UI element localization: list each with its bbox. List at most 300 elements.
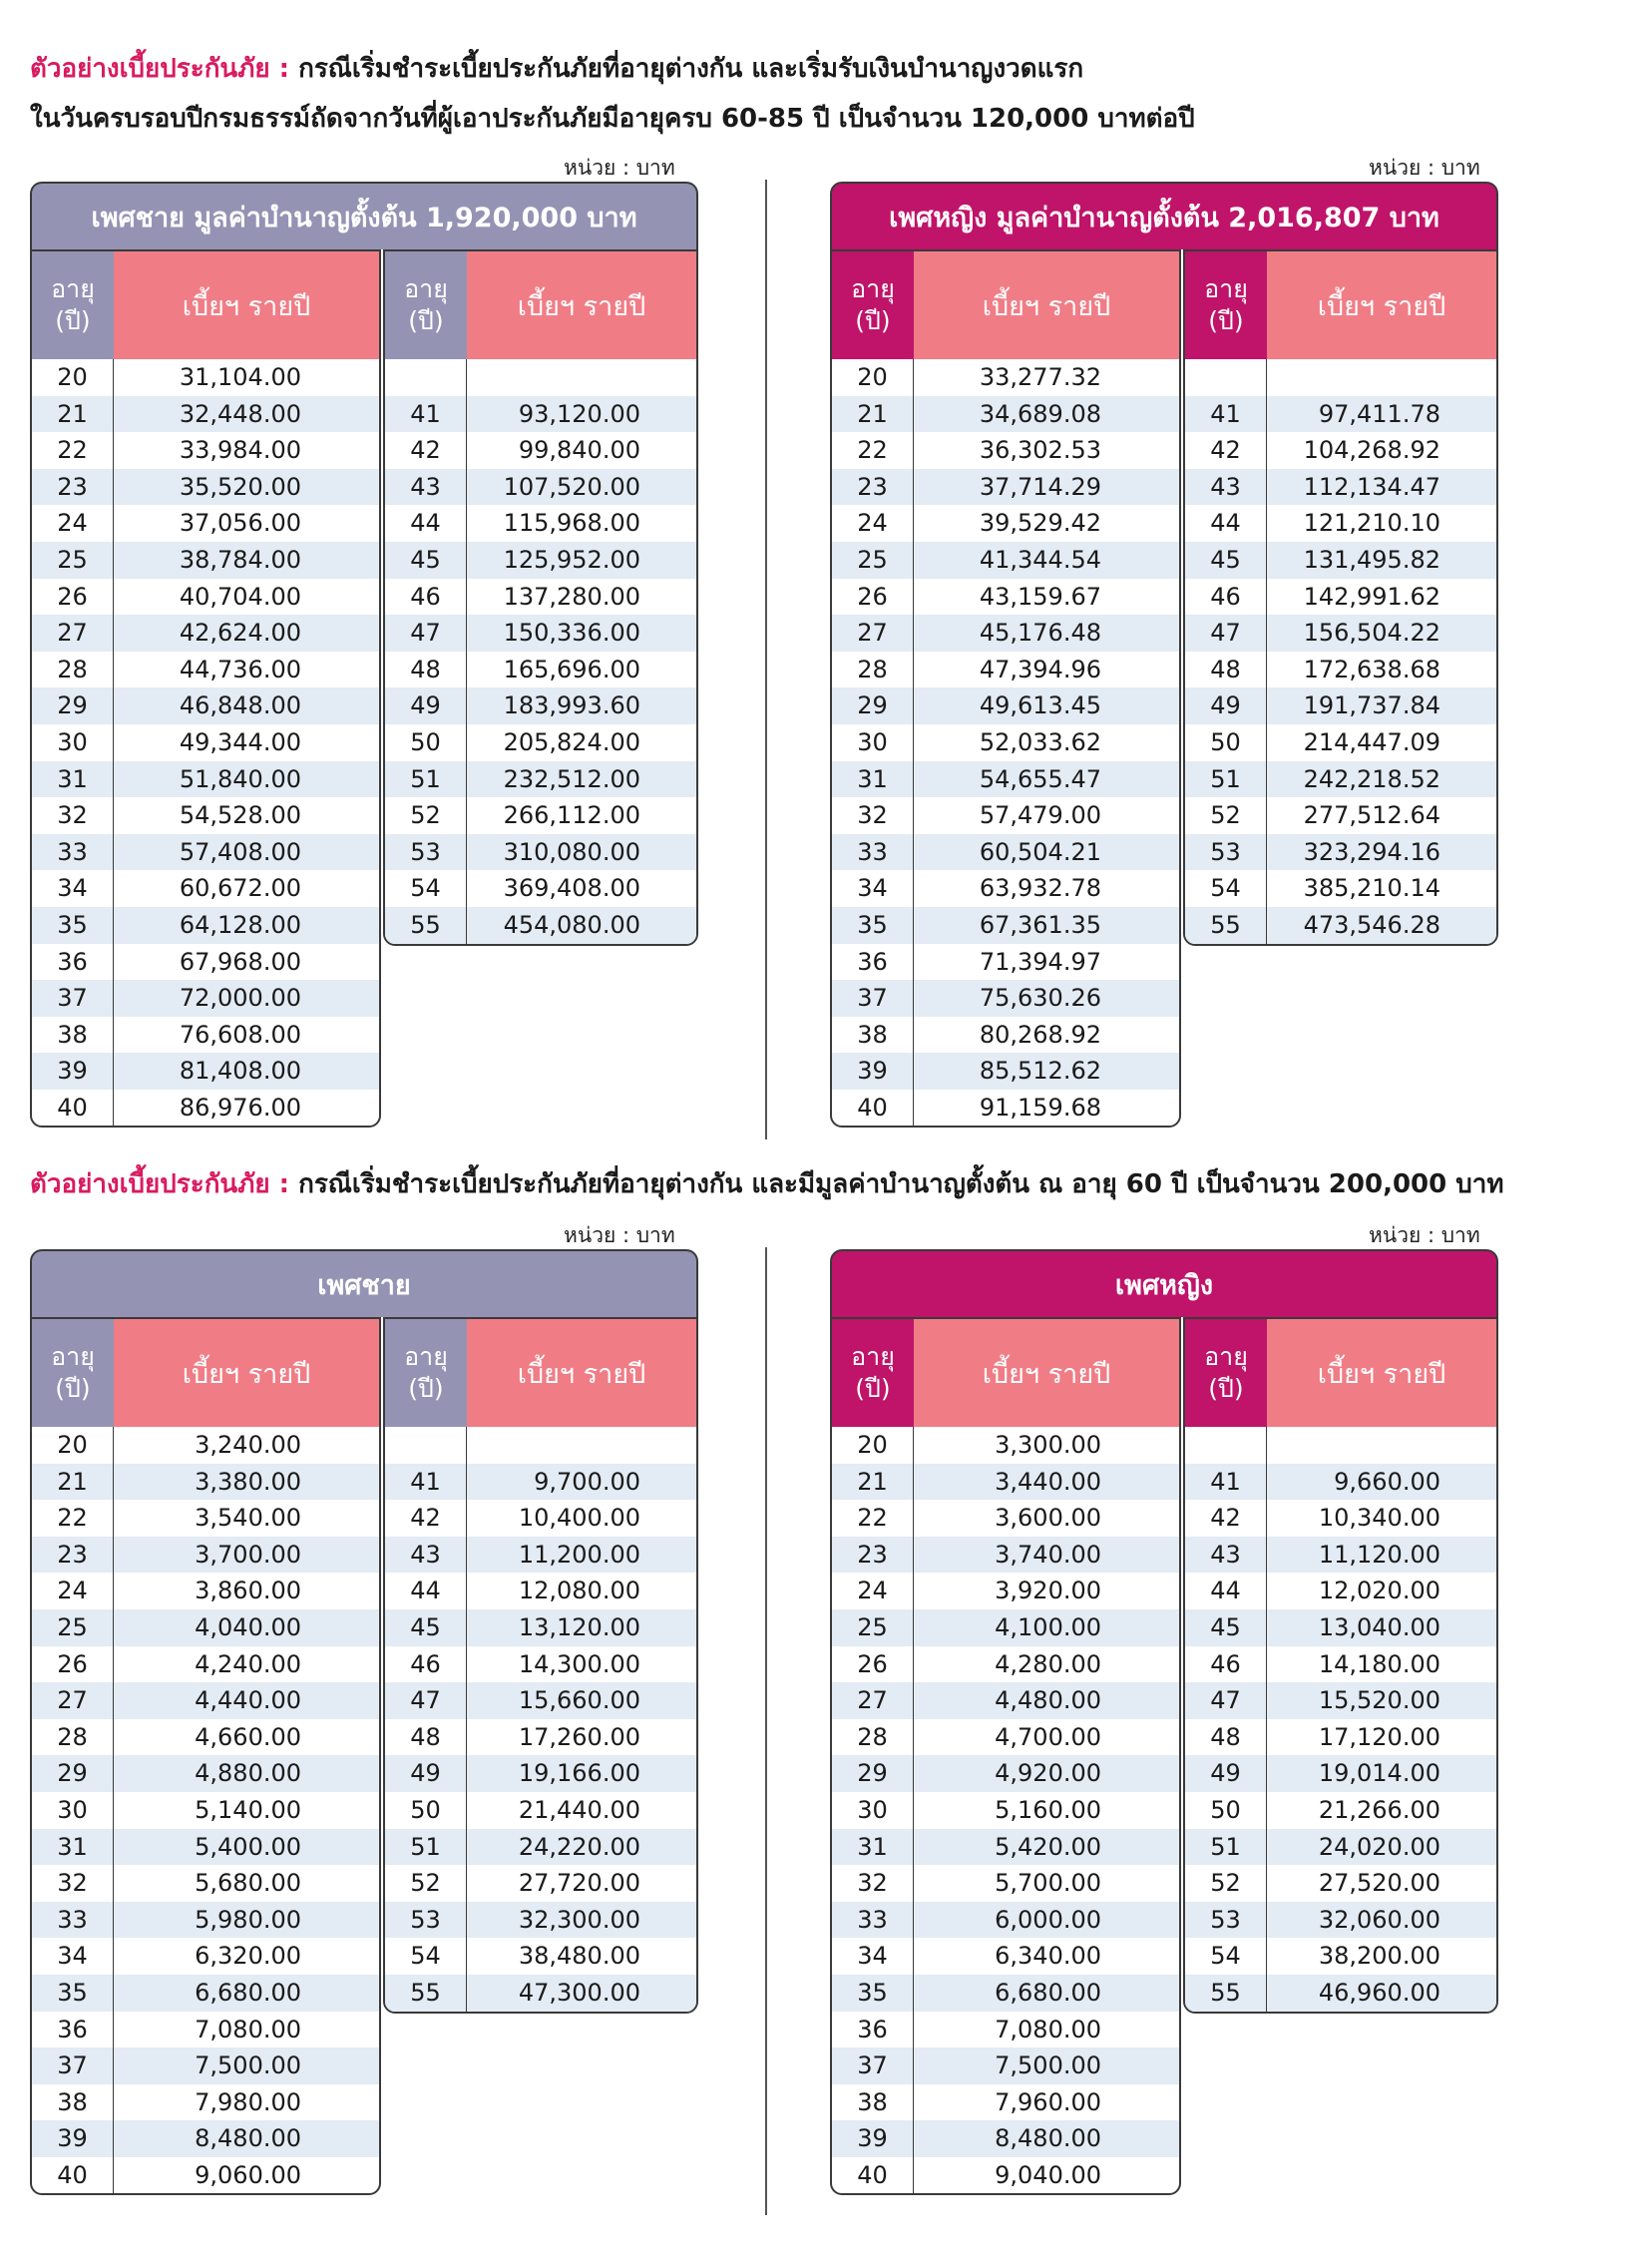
- age-cell: 37: [832, 2047, 914, 2084]
- age-cell: 50: [1185, 724, 1267, 761]
- column-header: [1185, 1319, 1496, 1427]
- age-cell: 28: [832, 1719, 914, 1756]
- premium-cell: 13,040.00: [1318, 1612, 1440, 1641]
- premium-cell: 32,448.00: [179, 399, 301, 428]
- table-row: [1185, 615, 1496, 652]
- premium-cell: 97,411.78: [1318, 399, 1440, 428]
- premium-cell: 39,529.42: [979, 509, 1101, 538]
- age-header: อายุ (ปี): [1185, 251, 1267, 359]
- section2-divider: [765, 1247, 767, 2215]
- age-cell: 44: [385, 505, 467, 542]
- age-cell: 22: [32, 1500, 114, 1537]
- table-row: [1185, 1682, 1496, 1719]
- premium-cell: 49,613.45: [979, 691, 1101, 720]
- age-cell: 27: [832, 615, 914, 652]
- table-row: [1185, 797, 1496, 834]
- age-cell: 53: [385, 1902, 467, 1939]
- age-cell: [385, 359, 467, 396]
- age-cell: 30: [832, 724, 914, 761]
- age-cell: 40: [32, 1090, 114, 1127]
- premium-cell: 4,480.00: [995, 1686, 1101, 1715]
- premium-cell: 165,696.00: [503, 655, 640, 683]
- premium-cell: 15,520.00: [1318, 1686, 1440, 1715]
- premium-cell: 137,280.00: [503, 582, 640, 611]
- age-cell: 24: [32, 505, 114, 542]
- age-cell: 20: [32, 1427, 114, 1464]
- table-row: [832, 1865, 1179, 1902]
- age-header: อายุ (ปี): [385, 1319, 467, 1427]
- age-cell: 26: [832, 1646, 914, 1683]
- age-cell: 44: [1185, 505, 1267, 542]
- table-row: [1185, 1537, 1496, 1574]
- age-cell: 43: [385, 1537, 467, 1574]
- age-cell: 39: [32, 1053, 114, 1090]
- table-row: [832, 1975, 1179, 2012]
- table-row: [32, 1646, 379, 1683]
- premium-cell: 57,408.00: [179, 837, 301, 866]
- age-cell: 47: [385, 615, 467, 652]
- age-cell: 48: [385, 1719, 467, 1756]
- premium-cell: 232,512.00: [503, 764, 640, 793]
- premium-header: เบี้ยฯ รายปี: [1267, 251, 1496, 359]
- section1-divider: [765, 180, 767, 1139]
- premium-cell: 85,512.62: [979, 1057, 1101, 1086]
- age-cell: 51: [1185, 1829, 1267, 1866]
- table-row: [32, 1719, 379, 1756]
- premium-cell: 47,394.96: [979, 655, 1101, 683]
- table-row: [32, 505, 379, 542]
- table-row: [385, 1792, 696, 1829]
- premium-cell: 10,400.00: [518, 1504, 640, 1533]
- age-cell: 55: [385, 1975, 467, 2012]
- section1-heading-line2: [30, 100, 1195, 138]
- table-row: [1185, 1755, 1496, 1792]
- age-cell: 54: [1185, 1938, 1267, 1975]
- table-row: [32, 1500, 379, 1537]
- premium-cell: 3,860.00: [195, 1577, 301, 1605]
- premium-cell: 86,976.00: [179, 1093, 301, 1122]
- age-cell: 24: [832, 505, 914, 542]
- column-header: [385, 1319, 696, 1427]
- table-row: [832, 1537, 1179, 1574]
- table-row: [832, 2047, 1179, 2084]
- age-cell: 38: [32, 1017, 114, 1054]
- premium-cell: 4,240.00: [195, 1649, 301, 1678]
- table-row: [32, 1090, 379, 1127]
- premium-cell: 32,300.00: [518, 1905, 640, 1934]
- age-cell: 31: [832, 761, 914, 798]
- table-row: [385, 1829, 696, 1866]
- table-row: [832, 907, 1179, 944]
- premium-cell: 54,655.47: [979, 764, 1101, 793]
- premium-cell: 4,700.00: [995, 1722, 1101, 1751]
- table-row: [832, 432, 1179, 469]
- table-row: [32, 1792, 379, 1829]
- table-row: [385, 761, 696, 798]
- table-row: [32, 1017, 379, 1054]
- age-cell: 42: [385, 1500, 467, 1537]
- table-row: [385, 1902, 696, 1939]
- premium-cell: 54,528.00: [179, 801, 301, 830]
- premium-cell: 5,160.00: [995, 1795, 1101, 1824]
- premium-cell: 7,080.00: [195, 2015, 301, 2043]
- premium-cell: 4,920.00: [995, 1759, 1101, 1788]
- age-cell: 30: [32, 1792, 114, 1829]
- table-row: [832, 870, 1179, 907]
- age-cell: 36: [832, 2012, 914, 2048]
- table-row: [832, 834, 1179, 871]
- table-row: [385, 724, 696, 761]
- age-cell: 52: [1185, 797, 1267, 834]
- age-cell: 30: [832, 1792, 914, 1829]
- table-row: [32, 615, 379, 652]
- table-row: [32, 761, 379, 798]
- age-cell: 32: [32, 797, 114, 834]
- age-cell: 25: [32, 542, 114, 579]
- age-cell: 55: [1185, 907, 1267, 944]
- age-cell: 55: [1185, 1975, 1267, 2012]
- age-cell: 42: [1185, 432, 1267, 469]
- age-cell: 34: [832, 1938, 914, 1975]
- age-cell: 49: [385, 687, 467, 724]
- age-cell: 47: [1185, 615, 1267, 652]
- table-row: [385, 1682, 696, 1719]
- table-row: [832, 1902, 1179, 1939]
- age-cell: 51: [1185, 761, 1267, 798]
- table-row: [385, 1573, 696, 1609]
- premium-cell: 4,040.00: [195, 1612, 301, 1641]
- age-cell: 28: [832, 652, 914, 688]
- age-header: อายุ (ปี): [832, 251, 914, 359]
- age-cell: 43: [1185, 469, 1267, 506]
- table-row: [32, 432, 379, 469]
- age-cell: [385, 1427, 467, 1464]
- table-row: [832, 1792, 1179, 1829]
- table-row: [385, 834, 696, 871]
- age-cell: 40: [32, 2157, 114, 2194]
- age-cell: 23: [32, 1537, 114, 1574]
- age-cell: 22: [32, 432, 114, 469]
- premium-cell: 183,993.60: [503, 691, 640, 720]
- table-row: [1185, 761, 1496, 798]
- age-cell: 39: [832, 1053, 914, 1090]
- premium-cell: 93,120.00: [518, 399, 640, 428]
- premium-cell: 5,980.00: [195, 1905, 301, 1934]
- table-row: [385, 615, 696, 652]
- table-row-blank: [385, 1427, 696, 1464]
- premium-cell: 369,408.00: [503, 874, 640, 903]
- table-row: [32, 907, 379, 944]
- table-row: [32, 2120, 379, 2157]
- age-cell: 36: [832, 944, 914, 981]
- section2-unit-right: หน่วย : บาท: [1369, 1223, 1480, 1247]
- table-row: [32, 1609, 379, 1646]
- table-row: [832, 1719, 1179, 1756]
- age-cell: 49: [385, 1755, 467, 1792]
- age-cell: 26: [32, 579, 114, 616]
- premium-cell: 9,700.00: [534, 1467, 640, 1496]
- premium-cell: 5,140.00: [195, 1795, 301, 1824]
- premium-cell: 115,968.00: [503, 509, 640, 538]
- table-row: [32, 1053, 379, 1090]
- table-row: [32, 1865, 379, 1902]
- premium-cell: 9,660.00: [1334, 1467, 1440, 1496]
- age-cell: 52: [385, 1865, 467, 1902]
- table-row: [1185, 907, 1496, 944]
- premium-cell: 454,080.00: [503, 910, 640, 939]
- age-cell: 36: [32, 944, 114, 981]
- table-row: [385, 870, 696, 907]
- table-row: [832, 687, 1179, 724]
- table-row: [832, 2084, 1179, 2121]
- premium-cell: 4,880.00: [195, 1759, 301, 1788]
- table-row: [1185, 469, 1496, 506]
- section1-heading-line1: [30, 50, 1083, 88]
- table-title: เพศหญิง มูลค่าบำนาญตั้งต้น 2,016,807 บาท: [830, 182, 1498, 249]
- premium-cell: 71,394.97: [979, 947, 1101, 976]
- premium-cell: 3,300.00: [995, 1431, 1101, 1459]
- table-row: [32, 1427, 379, 1464]
- premium-cell: 3,700.00: [195, 1540, 301, 1569]
- age-cell: 25: [832, 1609, 914, 1646]
- table-row: [32, 1829, 379, 1866]
- premium-cell: 19,014.00: [1318, 1759, 1440, 1788]
- age-cell: 34: [32, 1938, 114, 1975]
- table-row: [832, 1646, 1179, 1683]
- age-cell: [1185, 1427, 1267, 1464]
- table-row: [832, 944, 1179, 981]
- age-cell: 54: [385, 870, 467, 907]
- premium-cell: 35,520.00: [179, 472, 301, 501]
- table-row: [832, 615, 1179, 652]
- age-cell: [1185, 359, 1267, 396]
- premium-cell: 41,344.54: [979, 545, 1101, 574]
- table-row: [1185, 1938, 1496, 1975]
- premium-cell: 107,520.00: [503, 472, 640, 501]
- age-cell: 21: [832, 396, 914, 433]
- premium-cell: 7,500.00: [195, 2051, 301, 2080]
- age-cell: 20: [32, 359, 114, 396]
- premium-cell: 142,991.62: [1303, 582, 1440, 611]
- premium-cell: 277,512.64: [1303, 801, 1440, 830]
- age-header: อายุ (ปี): [385, 251, 467, 359]
- table-row: [385, 652, 696, 688]
- age-cell: 46: [385, 579, 467, 616]
- premium-cell: 11,200.00: [518, 1540, 640, 1569]
- age-cell: 45: [1185, 1609, 1267, 1646]
- age-cell: 23: [832, 1537, 914, 1574]
- table-column-left: [830, 249, 1181, 1128]
- age-cell: 33: [32, 1902, 114, 1939]
- premium-cell: 17,120.00: [1318, 1722, 1440, 1751]
- age-cell: 47: [1185, 1682, 1267, 1719]
- section1-line2: ในวันครบรอบปีกรมธรรม์ถัดจากวันที่ผู้เอาประกันภัยมีอายุครบ 60-85 ปี เป็นจำนวน 120,000 บาทต่อปี: [30, 104, 1195, 134]
- age-cell: 37: [832, 980, 914, 1017]
- table-row: [832, 2012, 1179, 2048]
- premium-cell: 27,520.00: [1318, 1869, 1440, 1898]
- premium-cell: 9,060.00: [195, 2160, 301, 2189]
- premium-cell: 7,980.00: [195, 2087, 301, 2116]
- table-column-left: [30, 249, 381, 1128]
- age-cell: 24: [832, 1573, 914, 1609]
- premium-header: เบี้ยฯ รายปี: [914, 1319, 1179, 1427]
- premium-cell: 24,020.00: [1318, 1832, 1440, 1861]
- premium-cell: 4,660.00: [195, 1722, 301, 1751]
- table-row: [1185, 724, 1496, 761]
- table-row: [1185, 652, 1496, 688]
- table-row: [385, 579, 696, 616]
- table-row: [1185, 396, 1496, 433]
- age-cell: 47: [385, 1682, 467, 1719]
- table-row: [832, 1017, 1179, 1054]
- age-cell: 21: [32, 396, 114, 433]
- table-row-blank: [1185, 359, 1496, 396]
- age-cell: 38: [832, 1017, 914, 1054]
- age-cell: 31: [32, 761, 114, 798]
- premium-header: เบี้ยฯ รายปี: [467, 251, 696, 359]
- table-row: [385, 907, 696, 944]
- table-row: [32, 1902, 379, 1939]
- table-row: [832, 652, 1179, 688]
- age-cell: 34: [32, 870, 114, 907]
- age-cell: 28: [32, 652, 114, 688]
- table-row: [832, 1573, 1179, 1609]
- premium-cell: 266,112.00: [503, 801, 640, 830]
- premium-cell: 99,840.00: [518, 436, 640, 465]
- table-row: [1185, 1464, 1496, 1501]
- age-cell: 29: [32, 1755, 114, 1792]
- premium-cell: 49,344.00: [179, 727, 301, 756]
- column-header: [32, 251, 379, 359]
- premium-cell: 57,479.00: [979, 801, 1101, 830]
- premium-cell: 3,600.00: [995, 1504, 1101, 1533]
- table-column-right: [383, 249, 698, 946]
- premium-cell: 37,714.29: [979, 472, 1101, 501]
- age-cell: 52: [385, 797, 467, 834]
- age-cell: 49: [1185, 1755, 1267, 1792]
- age-cell: 35: [32, 1975, 114, 2012]
- age-header: อายุ (ปี): [32, 1319, 114, 1427]
- table-row: [832, 1464, 1179, 1501]
- premium-cell: 47,300.00: [518, 1978, 640, 2007]
- age-cell: 31: [32, 1829, 114, 1866]
- table-row: [1185, 687, 1496, 724]
- premium-cell: 46,960.00: [1318, 1978, 1440, 2007]
- table-row: [32, 834, 379, 871]
- table-row: [385, 1464, 696, 1501]
- age-cell: 48: [1185, 652, 1267, 688]
- table-row: [1185, 1865, 1496, 1902]
- age-cell: 29: [32, 687, 114, 724]
- age-cell: 53: [1185, 1902, 1267, 1939]
- age-cell: 44: [1185, 1573, 1267, 1609]
- age-header: อายุ (ปี): [1185, 1319, 1267, 1427]
- premium-cell: 150,336.00: [503, 619, 640, 648]
- premium-cell: 21,440.00: [518, 1795, 640, 1824]
- age-cell: 44: [385, 1573, 467, 1609]
- premium-cell: 45,176.48: [979, 619, 1101, 648]
- premium-cell: 38,200.00: [1318, 1942, 1440, 1971]
- premium-cell: 67,361.35: [979, 910, 1101, 939]
- premium-header: เบี้ยฯ รายปี: [914, 251, 1179, 359]
- premium-cell: 5,400.00: [195, 1832, 301, 1861]
- age-cell: 29: [832, 687, 914, 724]
- premium-cell: 6,320.00: [195, 1942, 301, 1971]
- premium-cell: 7,960.00: [995, 2087, 1101, 2116]
- premium-cell: 40,704.00: [179, 582, 301, 611]
- table-row: [32, 797, 379, 834]
- age-cell: 49: [1185, 687, 1267, 724]
- age-cell: 35: [32, 907, 114, 944]
- age-cell: 28: [32, 1719, 114, 1756]
- table-row: [1185, 870, 1496, 907]
- age-cell: 25: [32, 1609, 114, 1646]
- age-cell: 46: [1185, 1646, 1267, 1683]
- premium-cell: 3,380.00: [195, 1467, 301, 1496]
- age-cell: 45: [385, 1609, 467, 1646]
- table-column-right: [1183, 1317, 1498, 2014]
- table-row: [32, 944, 379, 981]
- age-cell: 26: [32, 1646, 114, 1683]
- table-row: [32, 652, 379, 688]
- table-row: [385, 505, 696, 542]
- table-row: [832, 980, 1179, 1017]
- premium-cell: 44,736.00: [179, 655, 301, 683]
- age-header: อายุ (ปี): [832, 1319, 914, 1427]
- age-cell: 41: [385, 396, 467, 433]
- age-cell: 55: [385, 907, 467, 944]
- table-row: [32, 2084, 379, 2121]
- column-header: [32, 1319, 379, 1427]
- premium-cell: 104,268.92: [1303, 436, 1440, 465]
- table-row: [32, 1537, 379, 1574]
- table-row: [385, 396, 696, 433]
- age-cell: 54: [1185, 870, 1267, 907]
- table-row: [1185, 1573, 1496, 1609]
- table-row: [1185, 1609, 1496, 1646]
- age-cell: 33: [832, 1902, 914, 1939]
- age-cell: 43: [1185, 1537, 1267, 1574]
- age-cell: 38: [32, 2084, 114, 2121]
- table-row: [832, 579, 1179, 616]
- age-cell: 39: [832, 2120, 914, 2157]
- age-cell: 33: [832, 834, 914, 871]
- table-row: [832, 1053, 1179, 1090]
- premium-cell: 80,268.92: [979, 1020, 1101, 1049]
- premium-cell: 112,134.47: [1303, 472, 1440, 501]
- table-row: [832, 505, 1179, 542]
- table-row: [1185, 1792, 1496, 1829]
- table-row: [832, 469, 1179, 506]
- premium-cell: 11,120.00: [1318, 1540, 1440, 1569]
- premium-cell: 156,504.22: [1303, 619, 1440, 648]
- table-row: [32, 2157, 379, 2194]
- premium-cell: 7,500.00: [995, 2051, 1101, 2080]
- premium-cell: 14,180.00: [1318, 1649, 1440, 1678]
- table-row: [832, 1682, 1179, 1719]
- premium-cell: 60,504.21: [979, 837, 1101, 866]
- table-column-right: [383, 1317, 698, 2014]
- table-column-right: [1183, 249, 1498, 946]
- table-row: [1185, 834, 1496, 871]
- table-row: [832, 724, 1179, 761]
- premium-cell: 7,080.00: [995, 2015, 1101, 2043]
- table-row: [385, 1975, 696, 2012]
- table-row: [832, 797, 1179, 834]
- premium-cell: 5,420.00: [995, 1832, 1101, 1861]
- premium-cell: 310,080.00: [503, 837, 640, 866]
- table-row: [832, 396, 1179, 433]
